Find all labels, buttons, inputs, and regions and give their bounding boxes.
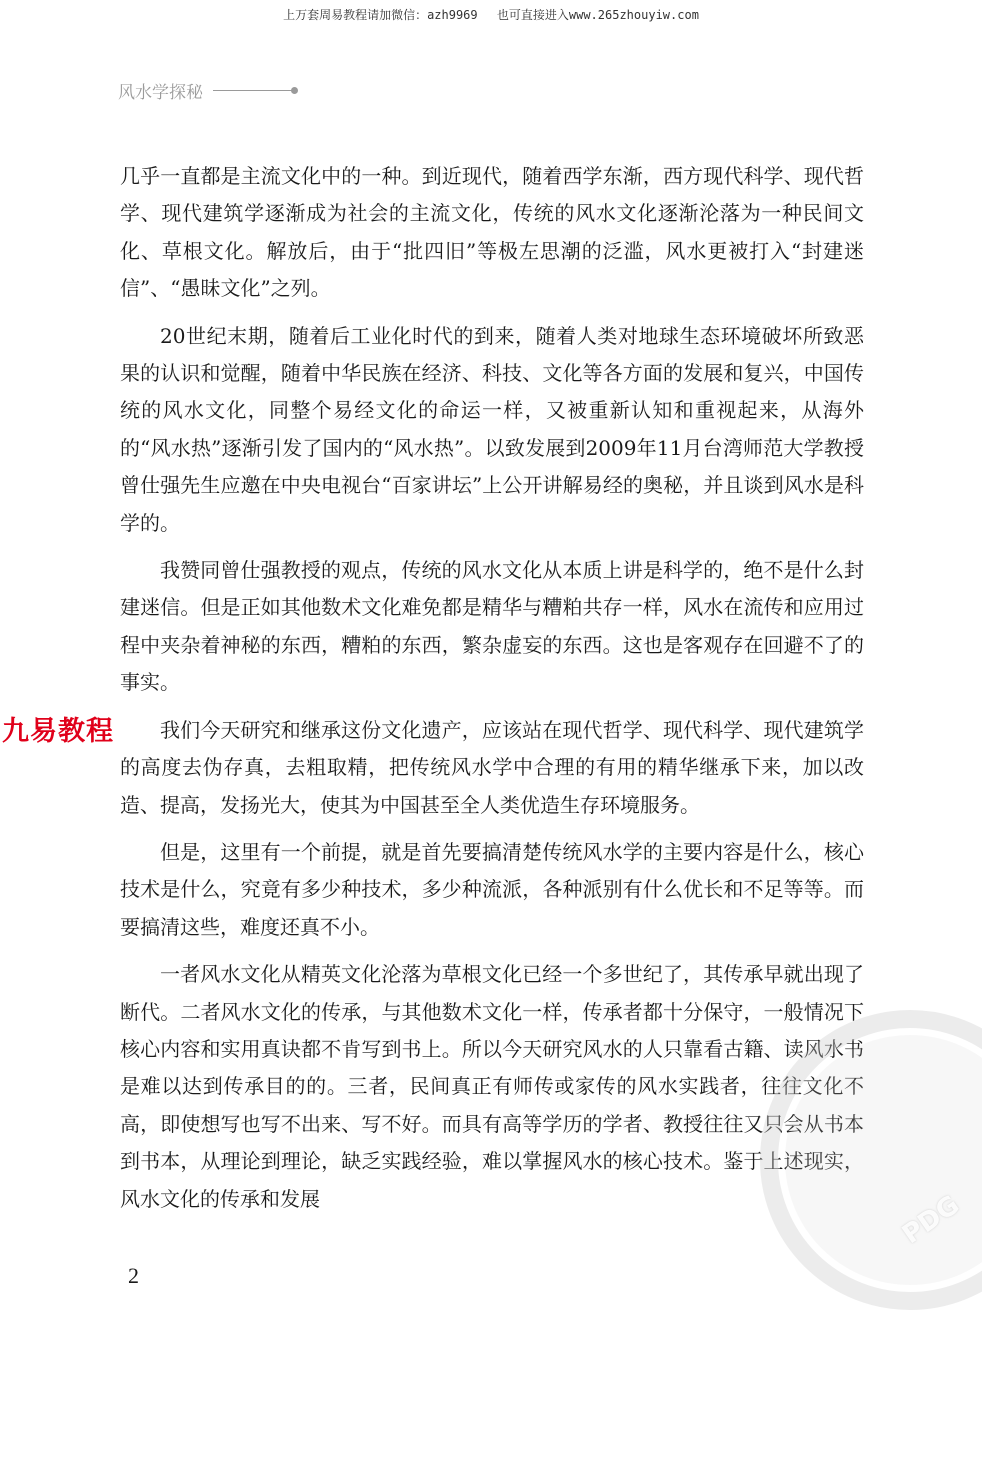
paragraph: 20世纪末期，随着后工业化时代的到来，随着人类对地球生态环境破坏所致恶果的认识和觉醒，随着中华民族在经济、科技、文化等各方面的发展和复兴，中国传统的风水文化，同整个易经文化的命运一样，又被重新认知和重视起来，从海外的“风水热”逐渐引发了国内的“风水热”。以致发展到2009年11月台湾师范大学教授曾仕强先生应邀在中央电视台“百家讲坛”上公开讲解易经的奥秘，并且谈到风水是科学的。 <box>120 323 864 535</box>
top-notice <box>0 6 982 23</box>
paragraph: 几乎一直都是主流文化中的一种。到近现代，随着西学东渐，西方现代科学、现代哲学、现代建筑学逐渐成为社会的主流文化，传统的风水文化逐渐沦落为一种民间文化、草根文化。解放后，由于“批四旧”等极左思潮的泛滥，风水更被打入“封建迷信”、“愚昧文化”之列。 <box>120 164 864 301</box>
top-notice-wechat: 上万套周易教程请加微信：azh9969 <box>283 8 478 22</box>
running-head <box>118 78 298 103</box>
watermark-label: 九易教程 <box>2 709 114 748</box>
running-head-title: 风水学探秘 <box>118 83 203 103</box>
page-number: 2 <box>128 1263 139 1288</box>
paragraph: 一者风水文化从精英文化沦落为草根文化已经一个多世纪了，其传承早就出现了断代。二者风水文化的传承，与其他数术文化一样，传承者都十分保守，一般情况下核心内容和实用真诀都不肯写到书上。所以今天研究风水的人只靠看古籍、读风水书是难以达到传承目的的。三者，民间真正有师传或家传的风水实践者，往往文化不高，即使想写也写不出来、写不好。而具有高等学历的学者、教授往往又只会从书本到书本，从理论到理论，缺乏实践经验，难以掌握风水的核心技术。鉴于上述现实，风水文化的传承和发展 <box>120 962 864 1211</box>
top-notice-website: 也可直接进入www.265zhouyiw.com <box>496 8 699 22</box>
paragraph: 我赞同曾仕强教授的观点，传统的风水文化从本质上讲是科学的，绝不是什么封建迷信。但是正如其他数术文化难免都是精华与糟粕共存一样，风水在流传和应用过程中夹杂着神秘的东西，糟粕的东西，繁杂虚妄的东西。这也是客观存在回避不了的事实。 <box>120 558 864 695</box>
stamp-watermark-text: PDG <box>897 1189 965 1251</box>
body-text <box>120 158 864 1228</box>
running-head-rule <box>213 90 293 91</box>
paragraph: 我们今天研究和继承这份文化遗产，应该站在现代哲学、现代科学、现代建筑学的高度去伪存真，去粗取精，把传统风水学中合理的有用的精华继承下来，加以改造、提高，发扬光大，使其为中国甚至全人类优造生存环境服务。 <box>120 717 864 817</box>
paragraph: 但是，这里有一个前提，就是首先要搞清楚传统风水学的主要内容是什么，核心技术是什么，究竟有多少种技术，多少种流派，各种派别有什么优长和不足等等。而要搞清这些，难度还真不小。 <box>120 839 864 939</box>
